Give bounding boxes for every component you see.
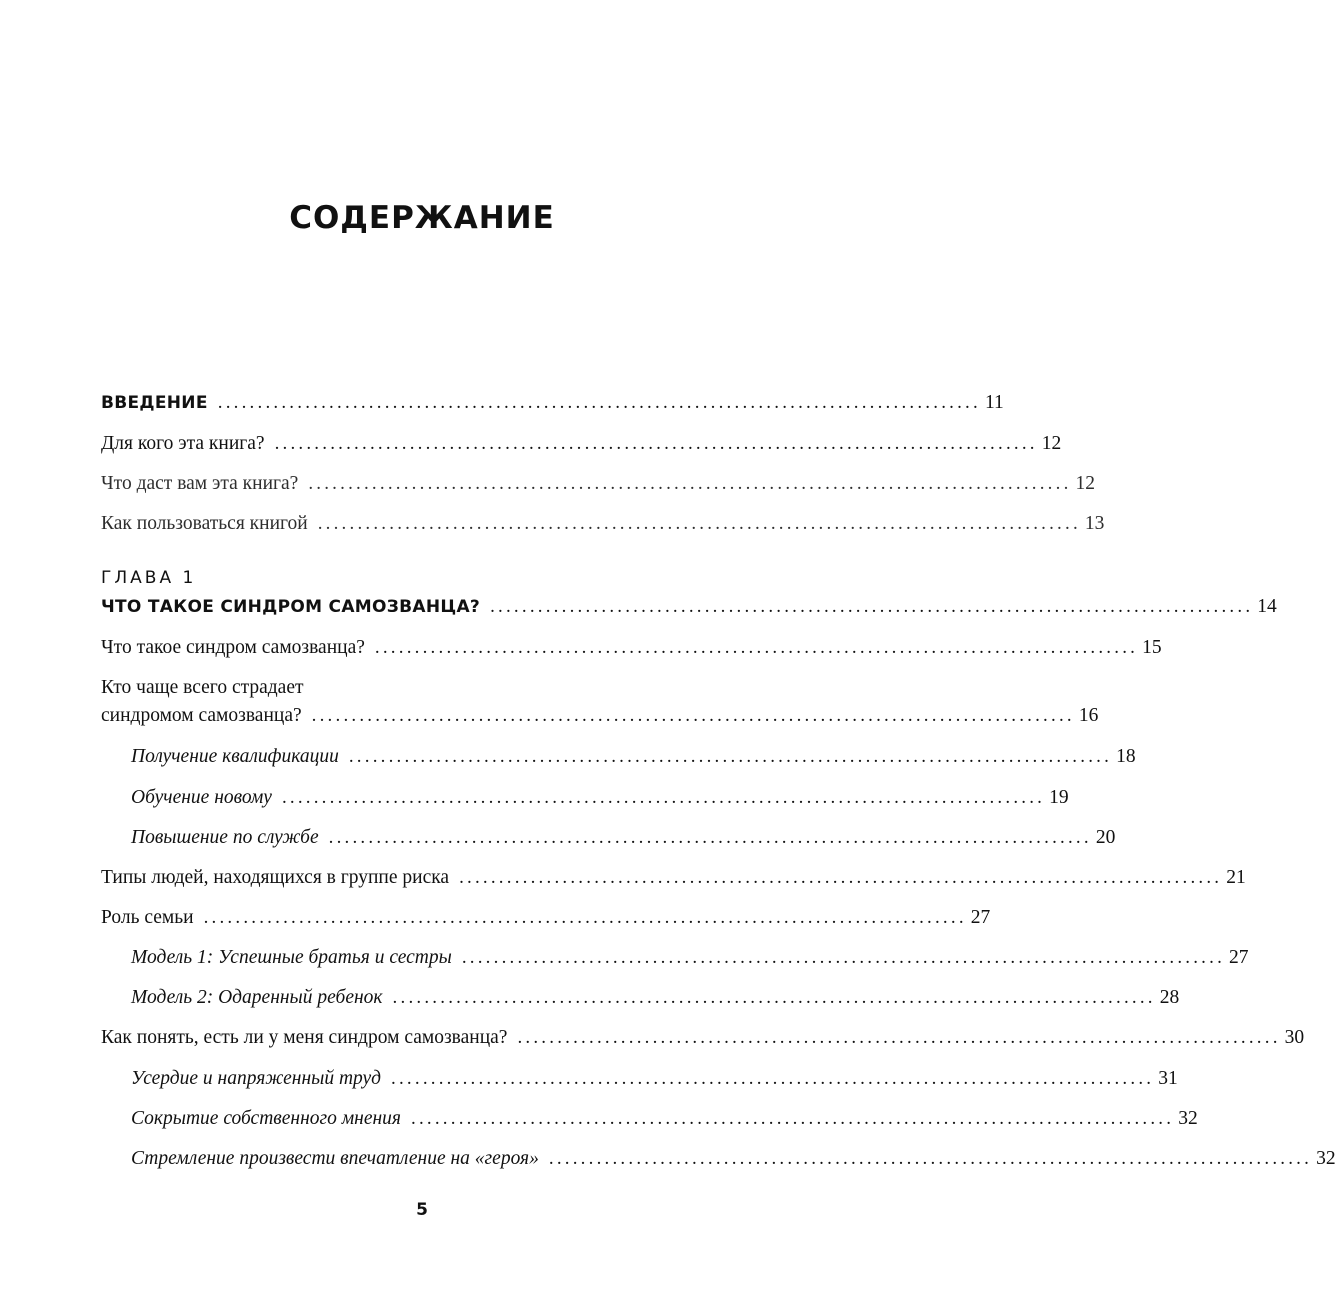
dot-leader: ................................................................................................ (392, 987, 1156, 1008)
toc-entry-page: 14 (1257, 596, 1277, 617)
toc-entry-label: Как понять, есть ли у меня синдром самозванца? (101, 1027, 508, 1048)
toc-subentry[interactable] (131, 1101, 1198, 1131)
toc-entry[interactable] (101, 630, 1162, 660)
dot-leader: ................................................................................................ (374, 637, 1139, 658)
dot-leader: ................................................................................................ (328, 827, 1092, 848)
toc-entry-page: 31 (1158, 1068, 1178, 1089)
toc-subentry[interactable] (131, 820, 1116, 850)
dot-leader: ................................................................................................ (459, 867, 1223, 888)
toc-entry[interactable] (101, 698, 1099, 728)
toc-entry-page: 30 (1284, 1027, 1305, 1048)
toc-entry[interactable] (101, 900, 991, 930)
toc-entry-label: Как пользоваться книгой (101, 513, 308, 534)
toc-entry-page: 27 (970, 907, 991, 928)
page-number: 5 (416, 1200, 428, 1220)
toc-entry[interactable] (101, 506, 1105, 536)
toc-entry-page: 13 (1084, 513, 1105, 534)
dot-leader: ................................................................................................ (317, 513, 1081, 534)
toc-entry-intro-heading[interactable] (101, 385, 1004, 415)
dot-leader: ................................................................................................ (517, 1027, 1281, 1048)
toc-entry-label: Сокрытие собственного мнения (131, 1108, 401, 1129)
toc-subentry[interactable] (131, 739, 1136, 769)
toc-entry-label: ЧТО ТАКОЕ СИНДРОМ САМОЗВАНЦА? (101, 597, 481, 617)
toc-entry-page: 11 (984, 392, 1004, 413)
dot-leader: ................................................................................................ (311, 705, 1075, 726)
toc-entry-page: 15 (1142, 637, 1162, 658)
dot-leader: ................................................................................................ (490, 596, 1254, 617)
toc-entry-label: Получение квалификации (131, 746, 339, 767)
toc-subentry[interactable] (131, 980, 1180, 1010)
toc-entry-label: Усердие и напряженный труд (131, 1068, 382, 1089)
toc-entry-page: 32 (1178, 1108, 1198, 1129)
toc-subentry[interactable] (131, 780, 1069, 810)
toc-entry-page: 27 (1229, 947, 1249, 968)
toc-entry-page: 32 (1316, 1148, 1336, 1169)
dot-leader: ................................................................................................ (217, 392, 981, 413)
toc-entry-label: Повышение по службе (131, 827, 319, 848)
toc-entry-label: Стремление произвести впечатление на «героя» (131, 1148, 539, 1169)
toc-subentry[interactable] (131, 1141, 1336, 1171)
toc-entry-page: 19 (1049, 787, 1069, 808)
toc-entry-page: 21 (1226, 867, 1246, 888)
toc-entry-label: Что даст вам эта книга? (101, 473, 299, 494)
toc-subentry[interactable] (131, 940, 1249, 970)
dot-leader: ................................................................................................ (203, 907, 967, 928)
toc-entry[interactable] (101, 426, 1062, 456)
toc-entry-label: Модель 1: Успешные братья и сестры (131, 947, 452, 968)
toc-entry-label: Роль семьи (101, 907, 194, 928)
toc-entry-label-line1: Кто чаще всего страдает (101, 677, 304, 698)
chapter-number-label: ГЛАВА 1 (101, 568, 197, 588)
toc-entry-label: Модель 2: Одаренный ребенок (131, 987, 383, 1008)
dot-leader: ................................................................................................ (281, 787, 1046, 808)
toc-entry[interactable] (101, 860, 1246, 890)
toc-entry-page: 18 (1116, 746, 1136, 767)
toc-subentry[interactable] (131, 1061, 1178, 1091)
toc-entry-page: 28 (1159, 987, 1180, 1008)
toc-entry-page: 12 (1075, 473, 1096, 494)
toc-entry-label: Что такое синдром самозванца? (101, 637, 365, 658)
page-title: СОДЕРЖАНИЕ (289, 200, 555, 236)
dot-leader: ................................................................................................ (461, 947, 1226, 968)
toc-entry[interactable] (101, 1020, 1305, 1050)
toc-entry[interactable] (101, 466, 1096, 496)
toc-entry-page: 12 (1041, 433, 1062, 454)
toc-entry-page: 20 (1095, 827, 1116, 848)
toc-entry-label: ВВЕДЕНИЕ (101, 393, 208, 413)
dot-leader: ................................................................................................ (308, 473, 1072, 494)
dot-leader: ................................................................................................ (391, 1068, 1155, 1089)
toc-entry-page: 16 (1078, 705, 1099, 726)
toc-entry-label: Для кого эта книга? (101, 433, 265, 454)
dot-leader: ................................................................................................ (348, 746, 1113, 767)
toc-entry-label: синдромом самозванца? (101, 705, 302, 726)
dot-leader: ................................................................................................ (411, 1108, 1175, 1129)
toc-entry-label: Типы людей, находящихся в группе риска (101, 867, 450, 888)
toc-entry-chapter-heading[interactable] (101, 589, 1277, 619)
toc-entry-label: Обучение новому (131, 787, 272, 808)
dot-leader: ................................................................................................ (548, 1148, 1313, 1169)
dot-leader: ................................................................................................ (274, 433, 1038, 454)
